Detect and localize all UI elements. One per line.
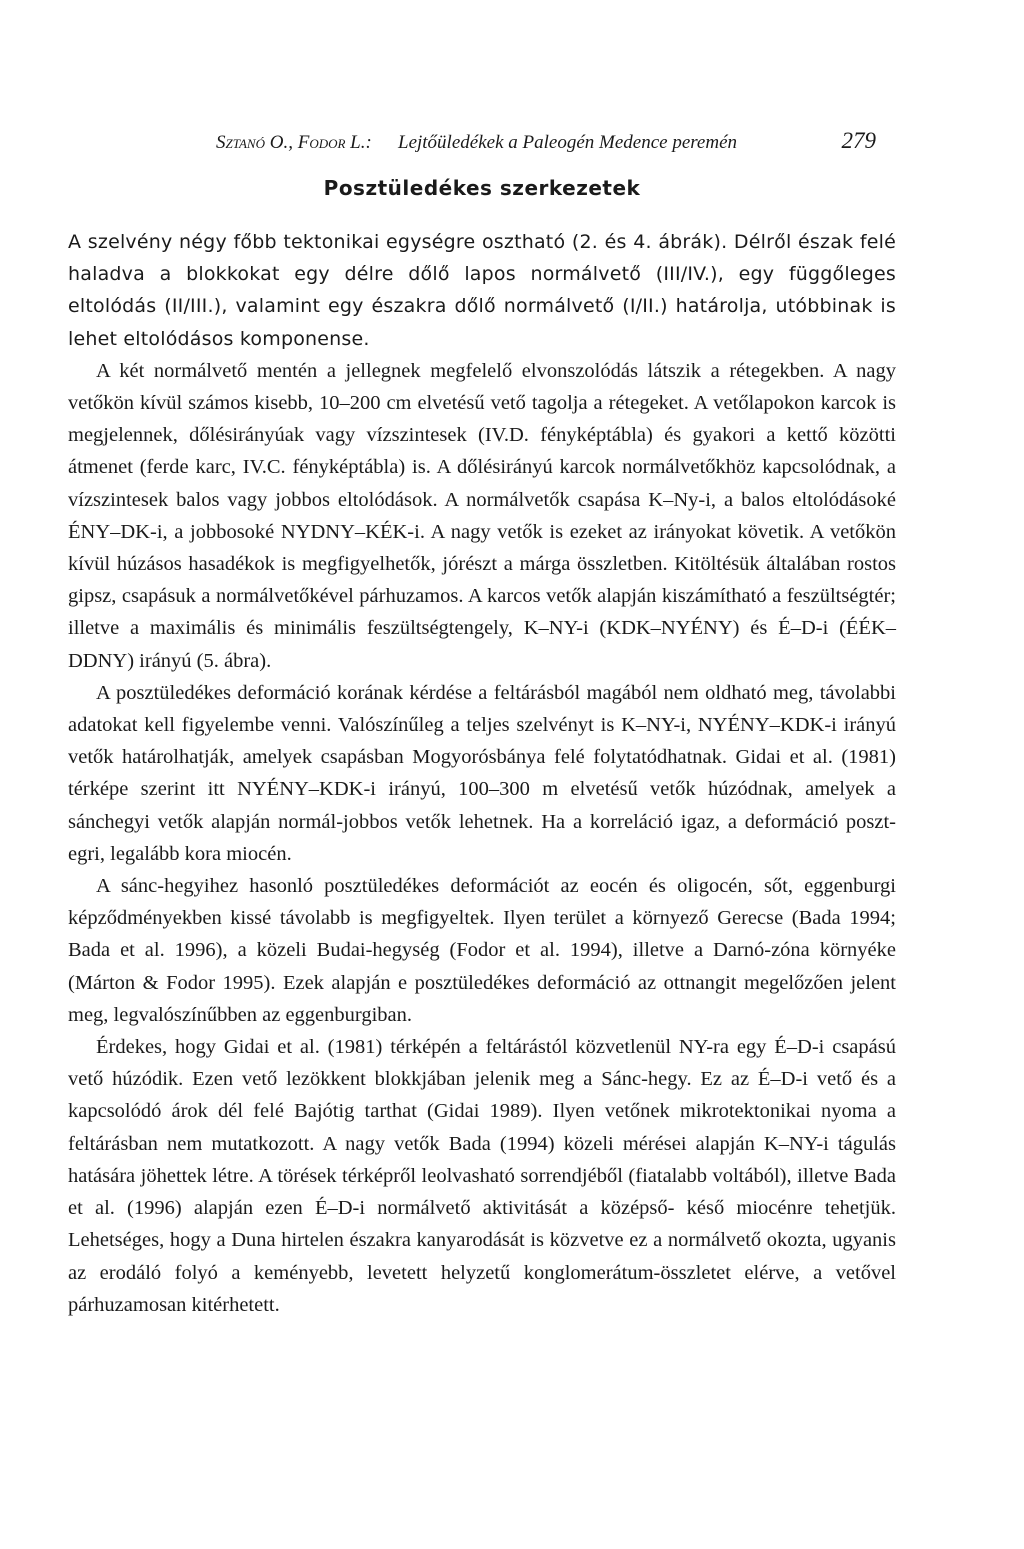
page bbox=[68, 128, 896, 1321]
body-text bbox=[68, 226, 896, 1321]
page-number: 279 bbox=[841, 128, 876, 153]
paragraph-1: A szelvény négy főbb tektonikai egységre osztható (2. és 4. ábrák). Délről észak felé haladva a blokkokat egy délre dőlő lapos normálvető (III/IV.), egy függőleges eltolódás (II/III.), valamint egy északra dőlő normálvető (I/II.) határolja, utóbbinak is lehet eltolódásos komponense. bbox=[68, 231, 896, 350]
paragraph-4: A sánc-hegyihez hasonló posztüledékes deformációt az eocén és oligocén, sőt, eggenburgi képződményekben kissé távolabb is megfigyeltek. Ilyen terület a környező Gerecse (Bada 1994; Bada et al. 1996), a közeli Budai-hegység (Fodor et al. 1994), illetve a Darnó-zóna környéke (Márton & Fodor 1995). Ezek alapján e posztüledékes deformáció az ottnangit megelőzően jelent meg, legvalószínűbben az eggenburgiban. bbox=[68, 875, 896, 1026]
paragraph-2: A két normálvető mentén a jellegnek megfelelő elvonszolódás látszik a rétegekben. A nagy vetőkön kívül számos kisebb, 10–200 cm elvetésű vető tagolja a rétegeket. A vetőlapokon karcok is megjelennek, dőlésirányúak vagy vízszintesek (IV.D. fényképtábla) és gyakori a kettő közötti átmenet (ferde karc, IV.C. fényképtábla) is. A dőlésirányú karcok normálvetőkhöz kapcsolódnak, a vízszintesek balos vagy jobbos eltolódások. A normálvetők csapása K–Ny-i, a balos eltolódásoké ÉNY–DK-i, a jobbosoké NYDNY–KÉK-i. A nagy vetők is ezeket az irányokat követik. A vetőkön kívül húzásos hasadékok is megfigyelhetők, jórészt a márga összletben. Kitöltésük általában rostos gipsz, csapásuk a normálvetőkével párhuzamos. A karcos vetők alapján kiszámítható a feszültségtér; illetve a maximális és minimális feszültségtengely, K–NY-i (KDK–NYÉNY) és É–D-i (ÉÉK–DDNY) irányú (5. ábra). bbox=[68, 359, 896, 672]
paragraph-3: A posztüledékes deformáció korának kérdése a feltárásból magából nem oldható meg, távolabbi adatokat kell figyelembe venni. Valószínűleg a teljes szelvényt is K–NY-i, NYÉNY–KDK-i irányú vetők határolhatják, amelyek csapásban Mogyorósbánya felé folytatódhatnak. Gidai et al. (1981) térképe szerint itt NYÉNY–KDK-i irányú, 100–300 m elvetésű vetők húzódnak, amelyek a sánchegyi vetők alapján normál-jobbos vetők lehetnek. Ha a korreláció igaz, a deformáció poszt-egri, legalább kora miocén. bbox=[68, 681, 896, 865]
paragraph-5: Érdekes, hogy Gidai et al. (1981) térképén a feltárástól közvetlenül NY-ra egy É–D-i csapású vető húzódik. Ezen vető lezökkent blokkjában jelenik meg a Sánc-hegy. Ez az É–D-i vető és a kapcsolódó árok dél felé Bajótig tarthat (Gidai 1989). Ilyen vetőnek mikrotektonikai nyoma a feltárásban nem mutatkozott. A nagy vetők Bada (1994) közeli mérései alapján K–NY-i tágulás hatására jöhettek létre. A törések térképről leolvasható sorrendjéből (fiatalabb voltából), illetve Bada et al. (1996) alapján ezen É–D-i normálvető aktivitását a középső- késő miocénre tehetjük. Lehetséges, hogy a Duna hirtelen északra kanyarodását is közvetve ez a normálvető okozta, ugyanis az erodáló folyó a keményebb, levetett helyzetű konglomerátum-összletet elérve, a vetővel párhuzamosan kitérhetett. bbox=[68, 1036, 896, 1316]
section-title: Posztüledékes szerkezetek bbox=[323, 176, 641, 200]
running-head-authors: Sztanó O., Fodor L.: bbox=[216, 132, 372, 153]
running-head bbox=[68, 128, 896, 164]
running-head-title: Lejtőüledékek a Paleogén Medence peremén bbox=[398, 132, 738, 153]
